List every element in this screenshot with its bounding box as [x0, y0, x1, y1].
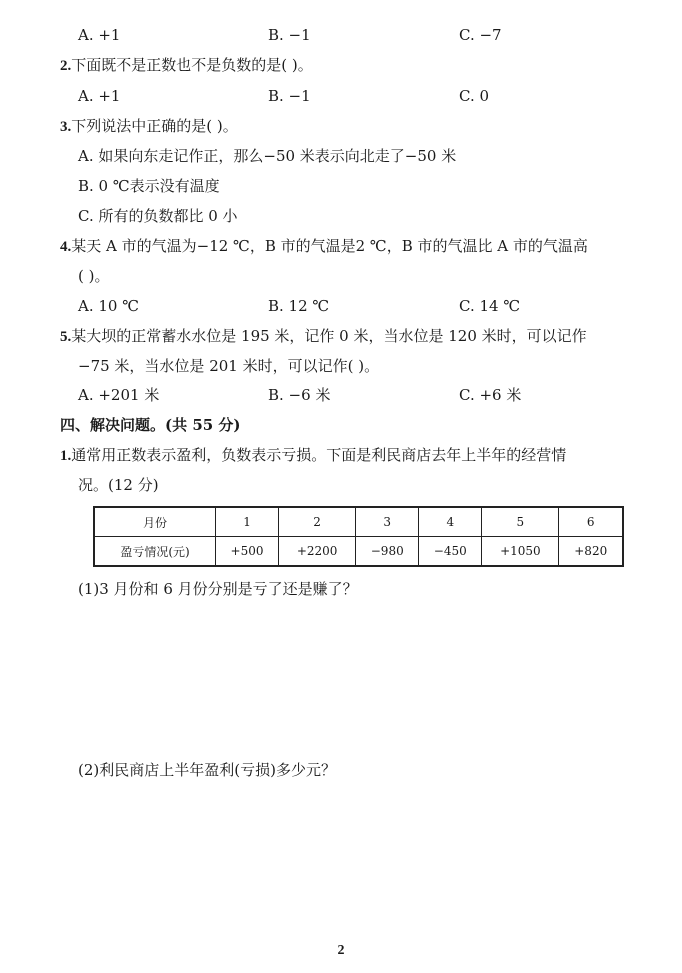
question-number: 3.: [60, 119, 72, 135]
problem-1-line2: 况。(12 分): [78, 476, 159, 494]
question-2: [60, 55, 313, 76]
question-number: 5.: [60, 329, 72, 345]
page-number: 2: [337, 943, 345, 958]
question-5: [60, 326, 587, 347]
question-5-line2: −75 米，当水位是 201 米时，可以记作( )。: [78, 357, 380, 375]
table-cell: 2: [279, 507, 356, 537]
table-cell: −980: [356, 537, 419, 567]
table-row: [94, 537, 623, 567]
table-cell: 3: [356, 507, 419, 537]
table-cell: +1050: [482, 537, 559, 567]
q1-option-c: C. −7: [459, 26, 502, 44]
question-4: [60, 236, 588, 257]
table-cell: +500: [216, 537, 279, 567]
question-4-line2: ( )。: [78, 267, 110, 285]
section-title: 四、解决问题。(共 55 分): [60, 416, 241, 434]
table-cell: −450: [419, 537, 482, 567]
question-text: 下面既不是正数也不是负数的是( )。: [71, 56, 313, 74]
table-cell: 6: [559, 507, 623, 537]
table-cell: 盈亏情况(元): [94, 537, 216, 567]
q1-option-a: A. +1: [78, 26, 121, 44]
question-text: 某天 A 市的气温为−12 ℃，B 市的气温是2 ℃，B 市的气温比 A 市的气温高: [71, 237, 588, 255]
profit-loss-table: [93, 506, 624, 567]
question-text: 下列说法中正确的是( )。: [71, 117, 238, 135]
q2-option-c: C. 0: [459, 87, 490, 105]
table-cell: 4: [419, 507, 482, 537]
sub-question-1: (1)3 月份和 6 月份分别是亏了还是赚了？: [78, 580, 358, 598]
question-3: [60, 116, 238, 137]
q5-option-a: A. +201 米: [78, 386, 160, 404]
q3-option-b: B. 0 ℃表示没有温度: [78, 177, 220, 195]
q2-option-b: B. −1: [268, 87, 311, 105]
q2-option-a: A. +1: [78, 87, 121, 105]
question-text: 某大坝的正常蓄水水位是 195 米，记作 0 米，当水位是 120 米时，可以记作: [71, 327, 587, 345]
q4-option-a: A. 10 ℃: [78, 297, 140, 315]
table-cell: 5: [482, 507, 559, 537]
question-number: 4.: [60, 239, 72, 255]
table-cell: +2200: [279, 537, 356, 567]
q4-option-c: C. 14 ℃: [459, 297, 521, 315]
table-cell: +820: [559, 537, 623, 567]
q1-option-b: B. −1: [268, 26, 311, 44]
table-header-row: [94, 507, 623, 537]
question-number: 1.: [60, 448, 72, 464]
question-text: 通常用正数表示盈利，负数表示亏损。下面是利民商店去年上半年的经营情: [71, 446, 567, 464]
question-number: 2.: [60, 58, 72, 74]
q3-option-c: C. 所有的负数都比 0 小: [78, 207, 238, 225]
q5-option-c: C. +6 米: [459, 386, 522, 404]
table-cell: 1: [216, 507, 279, 537]
q5-option-b: B. −6 米: [268, 386, 331, 404]
table-cell: 月份: [94, 507, 216, 537]
q3-option-a: A. 如果向东走记作正，那么−50 米表示向北走了−50 米: [78, 147, 457, 165]
problem-1: [60, 445, 566, 466]
sub-question-2: (2)利民商店上半年盈利(亏损)多少元？: [78, 761, 336, 779]
q4-option-b: B. 12 ℃: [268, 297, 330, 315]
